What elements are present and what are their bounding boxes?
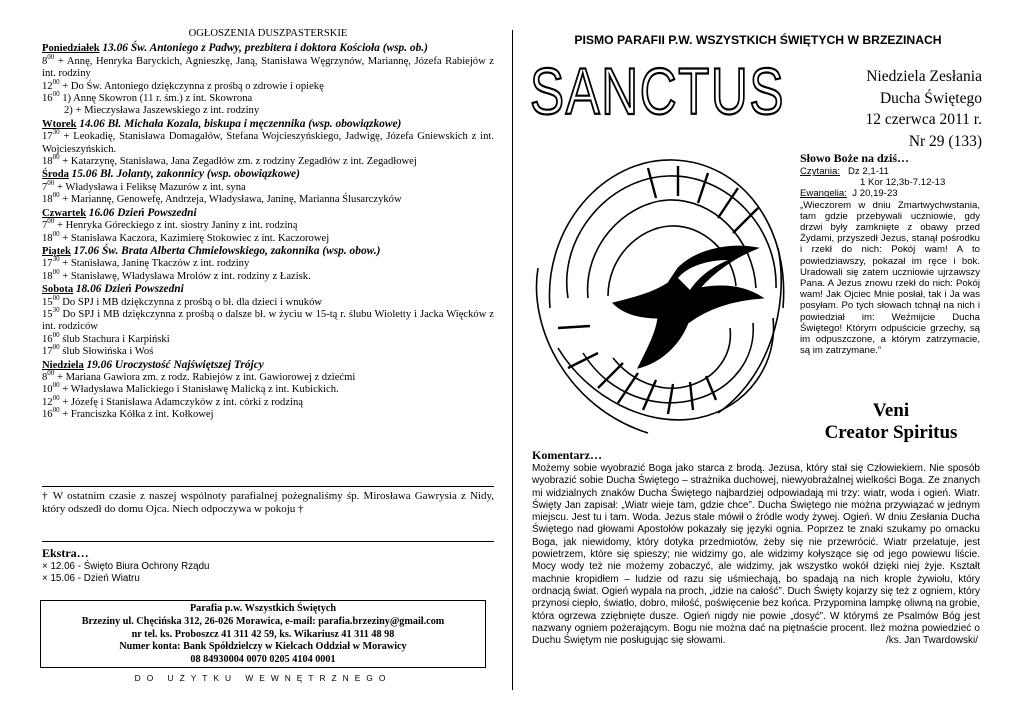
reading-ref: Dz 2,1-11 [848,166,889,177]
word-of-god-title: Słowo Boże na dziś… [800,151,910,165]
day-name: Piątek [42,245,71,257]
mass-entry [42,267,494,283]
mass-intention: + Franciszka Kółka z int. Kołkowej [62,409,214,421]
mass-entry [42,343,494,358]
mass-intention: + Stanisławę, Władysława Mrolów z int. rodziny z Łazisk. [62,270,311,282]
parish-contact-box [40,600,486,668]
publication-header: PISMO PARAFII P.W. WSZYSTKICH ŚWIĘTYCH W BRZEZINACH [574,33,942,47]
mass-intention: + Do Św. Antoniego dziękczynna z prośbą o zdrowie i opiekę [62,80,324,92]
mass-intention: 1) Annę Skowron (11 r. śm.) z int. Skowrona [62,93,253,105]
mass-intention: + Władysława Malickiego i Stanisławę Malicką z int. Kubickich. [62,384,339,396]
commentary-text: Możemy sobie wyobrazić Boga jako starca z brodą. Jezusa, który stał się Człowiekiem. Nie sposób wyobrazić sobie Ducha Świętego – strażnika duchowej, niewyobrażalnej wielkości Boga. Ze znanych mi widzialnych znaków Ducha Świętego najbardziej odpowiadają mi trzy: wiatr, woda i ogień. Wiatr. Święty Jan zapisał: „Wiatr wieje tam, gdzie chce”. Ducha Świętego nie można przywiązać w jednym miejscu. Jest tu i tam. Woda. Jezus stale mówił o źródle wody żywej. Ogień. W dniu Zesłania Ducha Świętego nad głowami Apostołów pokazały się języki ognia. Poprzez te znaki szukamy po omacku Boga, jak niewidomy, który dotyka przedmiotów, żeby się nie przewrócić. Wiatr przelatuje, jest powietrzem, które się spieszy; nie widzimy go, ale widzimy kołyszące się od jego powiewu liście. Mocy wody też nie możemy zobaczyć, ale widzimy, jak wszystko wokół dzięki niej żyje. Kształt machnie kropidłem – ludzie od razu się uśmiechają, bo spadają na nich krople żywiołu, który ordnacją świat. Ogień wypala na proch, „idzie na całość”. Duch Święty kojarzy się też z ogniem, który przynosi ciepło, światło, dobro, miłość, poświęcenie bez końca. Przypomina lampkę oliwną na grobie, która ogrzewa zziębnięte dusze. Ogień nigdy nie powie „dosyć”. W którymś ze Psalmów Bóg jest nazwany ogniem pożerającym. Bogu nie można dać na piętnaście procent. Ileż można powiedzieć o Duchu Świętym nie posługując się słowami. [532,463,980,647]
mass-time: 7 [42,220,48,232]
ekstra-item: × 12.06 - Święto Biura Ochrony Rządu [42,561,210,572]
mass-time: 8 [42,55,48,67]
mass-entry [42,128,495,156]
ekstra-item: × 15.06 - Dzień Wiatru [42,573,140,584]
readings-label: Czytania: [800,166,840,177]
veni-line: Veni [872,400,910,421]
parish-name: Parafia p.w. Wszystkich Świętych [189,603,337,614]
bank-account: 08 84930004 0070 0205 4104 0001 [190,654,336,666]
mass-time-minutes: 00 [47,368,55,377]
mass-time: 18 [42,232,53,244]
mass-time: 16 [42,333,53,345]
day-name: Czwartek [42,207,87,219]
sunday-line: Niedziela Zesłania [866,68,982,85]
day-name: Wtorek [42,118,77,130]
mass-time-minutes: 00 [52,90,60,99]
mass-time-minutes: 00 [52,77,60,86]
day-name: Środa [42,169,69,181]
day-heading [42,207,494,220]
mass-intention: + Władysława i Feliksę Mazurów z int. syna [56,181,246,193]
ekstra-title: Ekstra… [42,546,89,560]
mass-intention: + Mariana Gawiora zm. z rodz. Rabiejów z int. Gawiorowej z dziećmi [56,371,356,383]
mass-entry [42,368,494,384]
mass-time-minutes: 00 [52,330,60,339]
mass-intention: 2) + Mieczysława Jaszewskiego z int. rodziny [64,105,260,117]
internal-use-label: DO UŻYTKU WEWNĘTRZNEGO [134,673,392,683]
mass-time: 10 [42,384,53,396]
mass-time: 8 [42,371,48,383]
issue-number: Nr 29 (133) [908,132,982,150]
day-heading [42,42,494,55]
mass-time-minutes: 00 [52,343,60,352]
mass-entry [42,330,494,346]
mass-intention: + Józefę i Stanisława Adamczyków z int. córki z rodziną [62,396,303,408]
parish-phones: nr tel. ks. Proboszcz 41 311 42 59, ks. Wikariusz 41 311 48 98 [131,628,395,640]
days-list [42,42,494,421]
day-heading [42,245,494,258]
mass-intention: Do SPJ i MB dziękczynna z prośbą o dalsze bł. w życiu w 15-tą r. ślubu Wioletty i Jacka Więcków z int. rodziców [42,308,494,333]
mass-entry [42,77,494,93]
sanctus-logo [528,52,788,132]
mass-time-minutes: 00 [52,406,60,415]
issue-info [800,66,982,152]
day-heading [42,359,494,372]
mass-intention: + Henryka Góreckiego z int. siostry Janiny z int. rodziną [56,220,298,232]
mass-entry [42,393,494,409]
mass-entry [42,305,494,334]
mass-intention: + Mariannę, Genowefę, Andrzeja, Władysława, Janinę, Marianna Ślusarczyków [62,194,402,206]
mass-intention: + Annę, Henryka Baryckich, Agnieszkę, Janą, Stanisława Węgrzynów, Mariannę, Józefa Rabiejów z int. rodziny [42,55,494,80]
day-description: 14.06 Bł. Michała Kozala, biskupa i męczennika (wsp. obowiązkowe) [79,117,402,130]
day-description: 15.06 Bł. Jolanty, zakonnicy (wsp. obowiązkowe) [71,168,300,181]
mass-time: 17 [42,258,53,270]
mass-time: 17 [42,346,53,358]
reading-ref: 1 Kor 12,3b-7.12-13 [860,177,946,189]
page-divider [512,30,513,690]
mass-intention: + Leokadię, Stanisława Domagałów, Stefana Wojcieszyńskiego, Jadwigę, Józefa Gniewskich z int. Wojcieszyńskich. [42,131,495,155]
creator-spiritus-line: Creator Spiritus [824,422,958,443]
mass-time: 15 [42,308,53,320]
mass-time: 16 [42,93,53,105]
day-description: 13.06 Św. Antoniego z Padwy, prezbitera i doktora Kościoła (wsp. ob.) [102,42,428,55]
mass-time-minutes: 00 [52,153,60,162]
day-name: Niedziela [42,359,84,371]
obituary-note: † W ostatnim czasie z naszej wspólnoty parafialnej pożegnaliśmy śp. Mirosława Gawrysia z Nidy, który odszedł do domu Ojca. Niech odpoczywa w pokoju † [42,490,494,515]
mass-entry [42,381,494,396]
day-name: Sobota [42,284,74,296]
cross-icon: × [42,561,48,572]
day-description: 17.06 Św. Brata Alberta Chmielowskiego, zakonnika (wsp. obow.) [73,244,381,257]
mass-time: 18 [42,194,53,206]
day-description: 16.06 Dzień Powszedni [88,206,197,219]
mass-time-minutes: 00 [47,178,55,187]
day-heading [42,118,494,131]
divider-line [42,486,494,487]
mass-time: 7 [42,181,48,193]
mass-time-minutes: 00 [52,267,60,276]
cross-icon: × [42,573,48,584]
gospel-text: „Wieczorem w dniu Zmartwychwstania, tam gdzie przebywali uczniowie, gdy drzwi były zamknięte z obawy przed Żydami, przyszedł Jezus, stanął pośrodku i rzekł do nich: Pokój wam! A to powiedziawszy, pokazał im ręce i bok. Uradowali się zatem uczniowie ujrzawszy Pana. A Jezus znowu rzekł do nich: Pokój wam! Jak Ojciec Mnie posłał, tak i Ja was posyłam. Po tych słowach tchnął na nich i powiedział im: Weźmijcie Ducha Świętego! Którym odpuścicie grzechy, są im odpuszczone, a którym zatrzymacie, są im zatrzymane.” [800,199,980,357]
mass-time-minutes: 00 [47,52,55,61]
announcements-column [42,28,494,422]
bank-name: Numer konta: Bank Spółdzielczy w Kielcach Oddział w Morawicy [119,641,407,653]
readings [800,166,980,356]
mass-intention: ślub Stachura i Karpiński [62,333,170,345]
commentary-body [532,463,980,647]
announcements-title: OGŁOSZENIA DUSZPASTERSKIE [188,28,348,39]
divider-line [42,541,494,542]
commentary-signature: /ks. Jan Twardowski/ [885,635,978,647]
gospel-ref: J 20,19-23 [852,188,898,200]
mass-intention: + Katarzynę, Stanisława, Jana Zegadłów zm. z rodziny Zegadłów z int. Zegadłowej [62,156,417,168]
mass-time-minutes: 00 [52,191,60,200]
parish-address: Brzeziny ul. Chęcińska 312, 26-026 Morawica, e-mail: parafia.brzeziny@gmail.com [81,615,445,627]
mass-entry [42,90,494,105]
holy-spirit-dove-illustration [528,148,790,440]
mass-time: 12 [42,396,53,408]
mass-time: 17 [42,131,53,143]
mass-entry [42,293,494,309]
day-description: 18.06 Dzień Powszedni [75,283,184,296]
day-description: 19.06 Uroczystość Najświętszej Trójcy [86,358,264,371]
mass-time: 15 [42,296,53,308]
mass-time-minutes: 00 [52,393,60,402]
issue-date: 12 czerwca 2011 r. [865,111,982,128]
mass-intention: + Stanisława, Janinę Tkaczów z int. rodziny [62,258,250,270]
mass-time-minutes: 00 [52,381,60,390]
mass-time-minutes: 00 [47,217,55,226]
gospel-label: Ewangelia: [800,188,847,200]
mass-entry [42,229,494,245]
mass-time: 16 [42,409,53,421]
mass-intention: Do SPJ i MB dziękczynna z prośbą o bł. dla dzieci i wnuków [62,296,323,308]
mass-time: 18 [42,270,53,282]
mass-intention: + Stanisława Kaczora, Kazimierę Stokowiec z int. Kaczorowej [62,232,330,244]
mass-time-minutes: 30 [52,255,60,264]
mass-entry [42,52,494,81]
veni-creator-heading [800,400,982,444]
mass-time-minutes: 00 [52,293,60,302]
svg-text:SANCTUS: SANCTUS [530,54,785,128]
day-name: Poniedziałek [42,43,100,55]
commentary-section [532,448,980,647]
mass-entry [42,255,494,270]
mass-time: 18 [42,156,53,168]
mass-entry [42,178,494,194]
mass-entry [42,191,494,206]
mass-entry [42,406,494,421]
mass-entry [42,217,494,232]
mass-intention: ślub Słowińska i Woś [62,346,154,358]
sunday-line: Ducha Świętego [879,89,982,107]
day-heading [42,168,494,181]
mass-time-minutes: 30 [52,305,60,314]
mass-time-minutes: 30 [52,128,60,137]
mass-time-minutes: 00 [52,229,60,238]
commentary-title: Komentarz… [532,448,602,462]
mass-entry [42,153,494,168]
ekstra-section [42,546,494,585]
day-heading [42,283,494,296]
mass-time: 12 [42,80,53,92]
mass-entry [42,105,494,117]
